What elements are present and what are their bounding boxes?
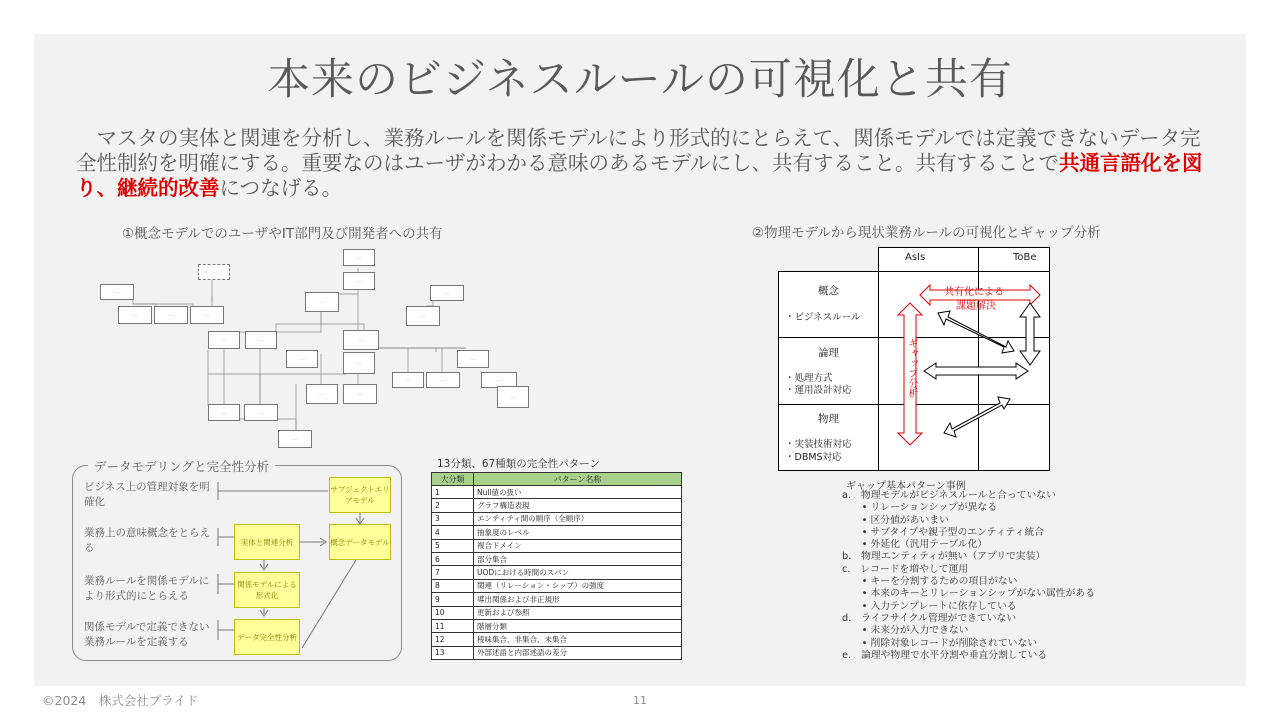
er-entity: …… xyxy=(190,306,224,324)
er-entity: …… xyxy=(343,272,375,290)
cell-no: 11 xyxy=(432,619,474,632)
dm-step-4: 関係モデルで定義できない業務ルールを定義する xyxy=(84,621,210,648)
er-entity: …… xyxy=(208,404,240,421)
cell-name: グラフ構造表現 xyxy=(474,499,682,512)
matrix-row-item: ・実装技術対応 xyxy=(785,439,852,450)
er-entity: …… xyxy=(343,249,375,266)
er-entity: …… xyxy=(343,384,377,404)
lead-highlight: 共通言語化を図り、継続的改善 xyxy=(76,151,1203,200)
cell-name: エンティティ間の順序（全順序） xyxy=(474,512,682,525)
table-row xyxy=(432,539,682,552)
er-diagram xyxy=(96,244,516,450)
entity-relation-box: 実体と関連分析 xyxy=(234,524,300,560)
er-entity: …… xyxy=(343,352,375,374)
gap-pattern-item: • サブタイプや親子型のエンティティ統合 xyxy=(842,526,1045,538)
table-header-row xyxy=(432,473,682,486)
cell-no: 9 xyxy=(432,593,474,606)
right-caption: ②物理モデルから現状業務ルールの可視化とギャップ分析 xyxy=(752,225,1101,241)
table-row xyxy=(432,526,682,539)
er-entity: …… xyxy=(426,372,460,388)
cell-name: UODにおける時間のスパン xyxy=(474,566,682,579)
gap-pattern-item: • キーを分割するための項目がない xyxy=(842,576,1018,588)
cell-no: 8 xyxy=(432,579,474,592)
er-entity: …… xyxy=(244,404,278,421)
table-row xyxy=(432,552,682,565)
table-row xyxy=(432,499,682,512)
table-row xyxy=(432,566,682,579)
gap-pattern-item: • 本来のキーとリレーションシップがない属性がある xyxy=(842,588,1095,600)
gap-pattern-item: • 入力テンプレートに依存している xyxy=(842,600,1017,612)
er-entity: …… xyxy=(406,306,440,326)
share-label-line1: 共有化による xyxy=(944,287,1004,298)
left-caption: ①概念モデルでのユーザやIT部門及び開発者への共有 xyxy=(122,226,443,242)
page-number: 11 xyxy=(633,694,647,707)
cell-name: 稜味集合、非集合、未集合 xyxy=(474,633,682,646)
gap-pattern-item: b. 物理エンティティが無い（アプリで実装） xyxy=(842,551,1046,563)
gap-pattern-item: • 未来分が入力できない xyxy=(842,625,969,637)
pattern-table xyxy=(431,472,682,660)
gap-patterns-title: ギャップ基本パターン事例 xyxy=(846,481,966,492)
dm-step-3: 業務ルールを関係モデルにより形式的にとらえる xyxy=(84,575,210,602)
conceptual-model-box: 概念データモデル xyxy=(329,524,391,560)
matrix-row-item: ・ビジネスルール xyxy=(785,312,861,323)
column-header: 大分類 xyxy=(432,473,474,486)
er-entity: …… xyxy=(305,292,339,312)
cell-no: 12 xyxy=(432,633,474,646)
column-header: パターン名称 xyxy=(474,473,682,486)
cell-name: 階層分類 xyxy=(474,619,682,632)
gap-pattern-item: c. レコードを増やして運用 xyxy=(842,563,969,575)
gap-pattern-item: • 削除対象レコードが削除されていない xyxy=(842,637,1038,649)
er-entity: …… xyxy=(245,331,277,349)
er-entity: …… xyxy=(497,386,529,408)
matrix-col-tobe: ToBe xyxy=(1013,252,1037,263)
cell-no: 10 xyxy=(432,606,474,619)
er-entity: …… xyxy=(118,306,152,324)
gap-analysis-label: ギャップ分析 xyxy=(906,338,917,398)
cell-no: 3 xyxy=(432,512,474,525)
gap-pattern-item: • 外延化（汎用テーブル化） xyxy=(842,539,988,551)
cell-name: 導出関係および非正規形 xyxy=(474,593,682,606)
gap-pattern-item: e. 論理や物理で水平分割や垂直分割している xyxy=(842,649,1048,661)
cell-no: 2 xyxy=(432,499,474,512)
table-row xyxy=(432,619,682,632)
page-title: 本来のビジネスルールの可視化と共有 xyxy=(267,55,1013,105)
dm-step-1: ビジネス上の管理対象を明確化 xyxy=(84,481,210,508)
dm-step-2: 業務上の意味概念をとらえる xyxy=(84,527,210,554)
er-entity: …… xyxy=(154,306,188,324)
table-row xyxy=(432,593,682,606)
er-entity: …… xyxy=(306,384,338,404)
matrix-row-item: ・処理方式 xyxy=(785,373,833,384)
cell-no: 6 xyxy=(432,552,474,565)
cell-name: 外部述語と内部述語の差分 xyxy=(474,646,682,659)
data-integrity-box: データ完全性分析 xyxy=(234,619,300,655)
er-connectors xyxy=(96,244,466,450)
er-entity: …… xyxy=(392,372,424,388)
data-modeling-title: データモデリングと完全性分析 xyxy=(88,457,275,475)
lead-text: マスタの実体と関連を分析し、業務ルールを関係モデルにより形式的にとらえて、関係モデルでは定義できないデータ完全性制約を明確にする。重要なのはユーザがわかる意味のあるモデルにし、共有すること。共有することで xyxy=(76,126,1201,175)
gap-patterns-list xyxy=(842,490,1095,662)
er-entity: …… xyxy=(457,350,489,368)
gap-pattern-item: • リレーションシップが異なる xyxy=(842,502,998,514)
matrix-row-item: ・運用設計対応 xyxy=(785,385,852,396)
table-row xyxy=(432,486,682,499)
cell-name: 抽象度のレベル xyxy=(474,526,682,539)
er-entity: …… xyxy=(198,264,230,280)
matrix-row-logical: 論理 xyxy=(818,347,839,359)
pattern-table-title: 13分類、67種類の完全性パターン xyxy=(437,458,601,470)
cell-name: 関連（リレーション・シップ）の強度 xyxy=(474,579,682,592)
cell-name: 複合ドメイン xyxy=(474,539,682,552)
er-entity: …… xyxy=(278,430,312,448)
cell-no: 5 xyxy=(432,539,474,552)
lead-text-end: につなげる。 xyxy=(219,176,343,200)
cell-no: 1 xyxy=(432,486,474,499)
er-entity: …… xyxy=(343,330,379,350)
table-row xyxy=(432,646,682,659)
er-entity: …… xyxy=(100,284,134,300)
gap-pattern-item: d. ライフサイクル管理ができていない xyxy=(842,612,1017,624)
gap-pattern-item: a. 物理モデルがビジネスルールと合っていない xyxy=(842,490,1056,501)
relational-formalization-box: 関係モデルによる形式化 xyxy=(234,572,300,608)
matrix-row-conceptual: 概念 xyxy=(818,285,839,297)
cell-no: 13 xyxy=(432,646,474,659)
table-row xyxy=(432,606,682,619)
share-label-line2: 課題解決 xyxy=(956,301,996,312)
cell-no: 7 xyxy=(432,566,474,579)
cell-name: 部分集合 xyxy=(474,552,682,565)
gap-pattern-item: • 区分値があいまい xyxy=(842,514,949,526)
table-row xyxy=(432,512,682,525)
matrix-row-item: ・DBMS対応 xyxy=(785,452,842,463)
er-entity: …… xyxy=(286,350,318,368)
subject-area-model-box: サブジェクトエリアモデル xyxy=(329,477,391,513)
table-row xyxy=(432,633,682,646)
lead-paragraph xyxy=(76,126,1216,201)
cell-no: 4 xyxy=(432,526,474,539)
cell-name: Null値の扱い xyxy=(474,486,682,499)
cell-name: 更新および参照 xyxy=(474,606,682,619)
er-entity: …… xyxy=(208,331,240,349)
copyright: ©2024 株式会社プライド xyxy=(42,693,199,708)
er-entity: …… xyxy=(430,285,464,301)
matrix-col-asis: AsIs xyxy=(905,252,926,263)
table-row xyxy=(432,579,682,592)
matrix-row-physical: 物理 xyxy=(818,413,839,425)
er-entity: …… xyxy=(481,372,517,388)
